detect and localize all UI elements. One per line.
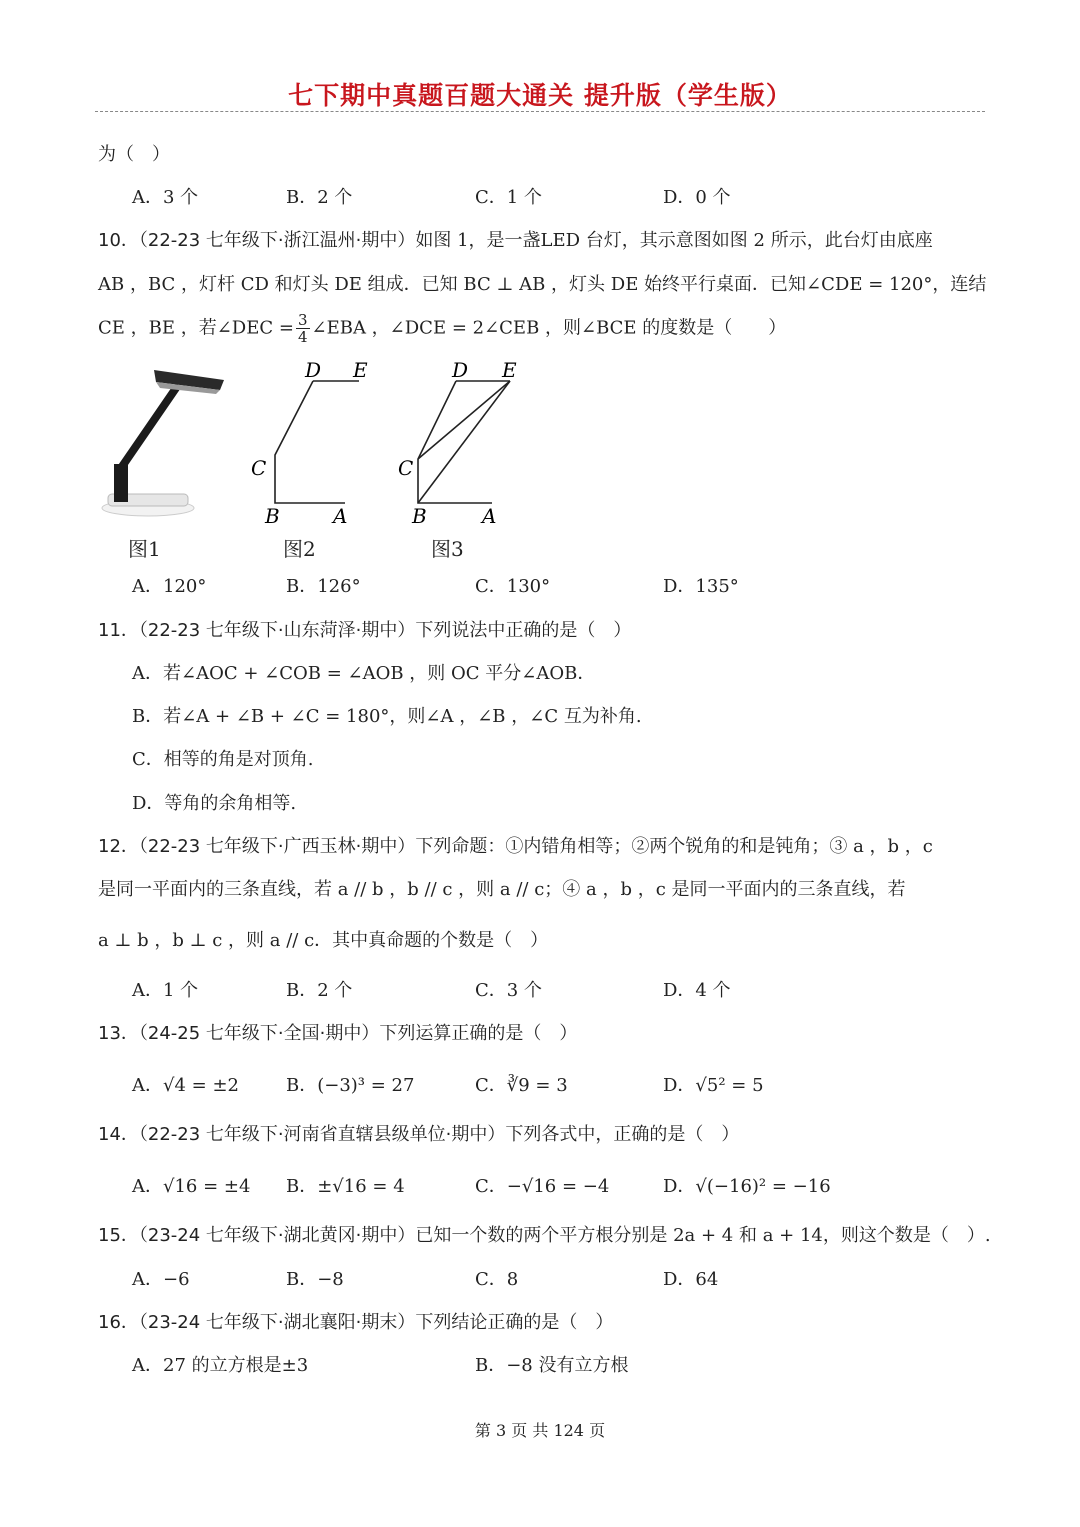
q12-stem-3: a ⊥ b ，b ⊥ c ，则 a // c．其中真命题的个数是（ ） [98, 930, 549, 951]
q14-number: 14． [98, 1124, 139, 1145]
q15-source: （23-24 七年级下·湖北黄冈·期中） [138, 1225, 416, 1246]
q13-option-a: A．√4 = ±2 [132, 1075, 239, 1096]
q10-frac-den: 4 [297, 328, 308, 346]
page-header-title: 七下期中真题百题大通关 提升版（学生版） [288, 81, 792, 110]
q12-number: 12． [98, 836, 139, 857]
q15-option-d: D．64 [663, 1269, 719, 1290]
figure-3-caption: 图3 [431, 537, 464, 561]
fig2-label-c: C [251, 456, 267, 480]
q14-line [98, 1120, 739, 1146]
q15-option-b: B．−8 [286, 1269, 344, 1290]
q14-stem: 下列各式中，正确的是（ ） [505, 1124, 740, 1145]
q13-source: （24-25 七年级下·全国·期中） [138, 1023, 380, 1044]
q12-stem-2: 是同一平面内的三条直线，若 a // b ，b // c ，则 a // c；④ a ，b ，c 是同一平面内的三条直线，若 [98, 879, 906, 900]
page-footer: 第 3 页 共 124 页 [474, 1421, 606, 1440]
prev-option-a: A．3 个 [132, 187, 199, 208]
fig3-label-d: D [452, 358, 469, 382]
q15-stem: 已知一个数的两个平方根分别是 2a + 4 和 a + 14，则这个数是（ ）. [415, 1225, 991, 1246]
q10-option-d: D．135° [663, 576, 739, 597]
q11-option-a: A．若∠AOC + ∠COB = ∠AOB ，则 OC 平分∠AOB． [132, 663, 596, 684]
desk-lamp-image [96, 360, 236, 525]
q10-frac-num: 3 [297, 311, 308, 329]
q10-source: （22-23 七年级下·浙江温州·期中） [138, 230, 416, 251]
prev-option-c: C．1 个 [475, 187, 542, 208]
figure-2-diagram [245, 355, 375, 530]
figure-1-caption: 图1 [128, 537, 161, 561]
q14-option-c: C．−√16 = −4 [475, 1176, 610, 1197]
q11-option-b: B．若∠A + ∠B + ∠C = 180°，则∠A ，∠B ，∠C 互为补角. [132, 706, 642, 727]
q14-source: （22-23 七年级下·河南省直辖县级单位·期中） [138, 1124, 506, 1145]
figure-3-diagram [396, 355, 526, 530]
prev-option-d: D．0 个 [663, 187, 731, 208]
q12-option-c: C．3 个 [475, 980, 542, 1001]
fig3-label-b: B [412, 504, 427, 528]
q16-option-b: B．−8 没有立方根 [475, 1355, 629, 1376]
fig3-label-a: A [482, 504, 497, 528]
q13-number: 13． [98, 1023, 139, 1044]
fig3-label-e: E [502, 358, 517, 382]
q11-line [98, 616, 631, 642]
q14-option-b: B．±√16 = 4 [286, 1176, 405, 1197]
header-divider [95, 111, 985, 112]
q10-stem-3b: ∠EBA ，∠DCE = 2∠CEB ，则∠BCE 的度数是（ ） [311, 317, 787, 339]
q12-option-d: D．4 个 [663, 980, 731, 1001]
fig2-label-b: B [265, 504, 280, 528]
fig2-label-a: A [333, 504, 348, 528]
prev-question-tail: 为（ ） [98, 144, 170, 165]
q15-number: 15． [98, 1225, 139, 1246]
q14-option-d: D．√(−16)² = −16 [663, 1176, 831, 1197]
q13-line [98, 1019, 577, 1045]
q10-line3 [98, 312, 786, 345]
q13-option-c: C．∛9 = 3 [475, 1075, 568, 1096]
q15-option-c: C．8 [475, 1269, 519, 1290]
q10-stem-3a: CE ，BE ，若∠DEC = [98, 317, 294, 339]
q12-option-b: B．2 个 [286, 980, 353, 1001]
q10-number: 10． [98, 230, 139, 251]
q16-number: 16． [98, 1312, 139, 1333]
q13-option-d: D．√5² = 5 [663, 1075, 764, 1096]
q16-option-a: A．27 的立方根是±3 [132, 1355, 309, 1376]
q16-line [98, 1308, 613, 1334]
q10-option-b: B．126° [286, 576, 361, 597]
q10-fraction [296, 312, 310, 345]
figure-2-caption: 图2 [283, 537, 316, 561]
q10-line1 [98, 226, 933, 252]
q11-option-d: D．等角的余角相等. [132, 793, 297, 814]
q12-stem-1: 下列命题：①内错角相等；②两个锐角的和是钝角；③ a ，b ，c [415, 836, 933, 857]
q13-stem: 下列运算正确的是（ ） [379, 1023, 578, 1044]
q11-source: （22-23 七年级下·山东菏泽·期中） [138, 620, 416, 641]
q11-number: 11． [98, 620, 139, 641]
q14-option-a: A．√16 = ±4 [132, 1176, 251, 1197]
q10-stem-2: AB ，BC ，灯杆 CD 和灯头 DE 组成．已知 BC ⊥ AB ，灯头 DE 始终平行桌面．已知∠CDE = 120°，连结 [98, 274, 987, 295]
q11-stem: 下列说法中正确的是（ ） [415, 620, 632, 641]
q15-option-a: A．−6 [132, 1269, 190, 1290]
q10-option-c: C．130° [475, 576, 551, 597]
q15-line [98, 1221, 991, 1247]
q12-line1 [98, 832, 933, 858]
q11-option-c: C．相等的角是对顶角. [132, 749, 314, 770]
fig2-label-e: E [353, 358, 368, 382]
q12-option-a: A．1 个 [132, 980, 199, 1001]
prev-option-b: B．2 个 [286, 187, 353, 208]
q16-stem: 下列结论正确的是（ ） [415, 1312, 614, 1333]
q13-option-b: B．(−3)³ = 27 [286, 1075, 415, 1096]
fig3-label-c: C [398, 456, 414, 480]
q10-option-a: A．120° [132, 576, 207, 597]
q16-source: （23-24 七年级下·湖北襄阳·期末） [138, 1312, 416, 1333]
fig2-label-d: D [305, 358, 322, 382]
q10-stem-1: 如图 1，是一盏LED 台灯，其示意图如图 2 所示，此台灯由底座 [415, 230, 933, 251]
q12-source: （22-23 七年级下·广西玉林·期中） [138, 836, 416, 857]
